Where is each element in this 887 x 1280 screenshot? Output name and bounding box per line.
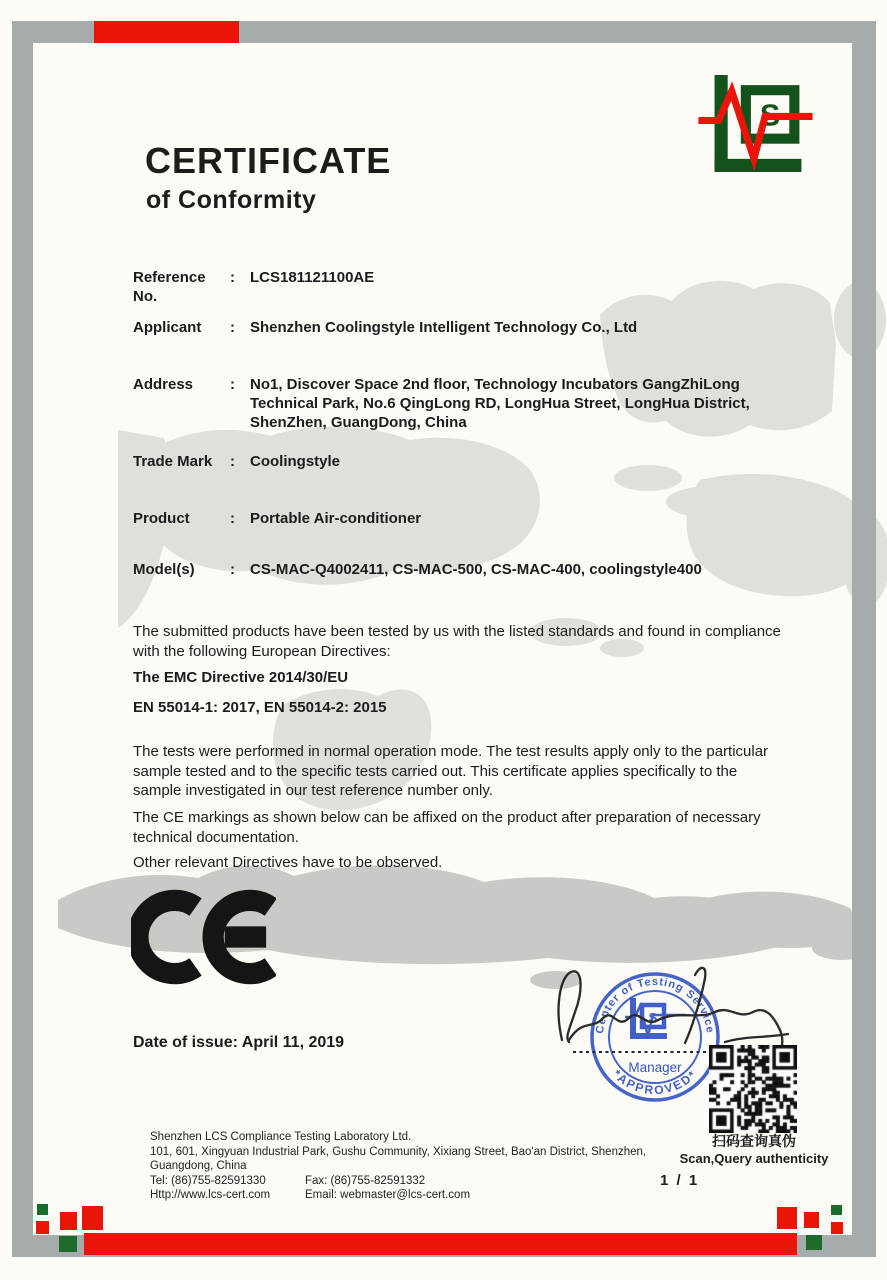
qr-code: [709, 1045, 797, 1133]
field-value: Portable Air-conditioner: [250, 510, 422, 527]
field-label: Model(s): [133, 561, 195, 578]
field-value: LCS181121100AE: [250, 269, 375, 286]
footer-tel: Tel: (86)755-82591330: [150, 1174, 266, 1187]
ornament-square: [37, 1204, 48, 1215]
field-colon: :: [230, 269, 235, 286]
stamp-logo: [625, 998, 685, 1039]
paragraph-other-note: Other relevant Directives have to be observed.: [133, 854, 443, 871]
ornament-square: [831, 1222, 843, 1234]
stamp-top-text: Center of Testing Service: [593, 975, 716, 1035]
stamp-role: Manager: [628, 1060, 682, 1075]
qr-caption-en: Scan,Query authenticity: [679, 1151, 829, 1166]
svg-text:S: S: [648, 1010, 658, 1025]
paragraph-tests-note: The tests were performed in normal operation mode. The test results apply only to the particular sample tested and to the specific tests carried out. This certificate applies specifically to the sample investigated in our test reference number only.: [133, 743, 769, 799]
field-row-product: [133, 509, 778, 528]
ornament-square: [804, 1212, 819, 1228]
field-colon: :: [230, 453, 235, 470]
field-value: CS-MAC-Q4002411, CS-MAC-500, CS-MAC-400, coolingstyle400: [250, 561, 702, 578]
logo-letter: S: [760, 99, 781, 133]
field-row-trademark: [133, 452, 778, 471]
date-of-issue: Date of issue: April 11, 2019: [133, 1034, 345, 1051]
paragraph-standards: EN 55014-1: 2017, EN 55014-2: 2015: [133, 699, 387, 716]
field-colon: :: [230, 319, 235, 336]
paragraph-intro: The submitted products have been tested by us with the listed standards and found in compliance with the following European Directives:: [133, 623, 781, 660]
ornament-square: [59, 1236, 77, 1252]
paragraph-ce-note: The CE markings as shown below can be affixed on the product after preparation of necessary technical documentation.: [133, 809, 761, 846]
footer-block: [150, 1130, 646, 1203]
footer-address-2: Guangdong, China: [150, 1160, 247, 1172]
field-row-address: [133, 375, 778, 432]
field-value: No1, Discover Space 2nd floor, Technology Incubators GangZhiLong Technical Park, No.6 QingLong RD, LongHua Street, LongHua District, ShenZhen, GuangDong, China: [250, 376, 750, 431]
field-label: Trade Mark: [133, 453, 213, 470]
ornament-square: [806, 1235, 822, 1250]
paragraph-directive: The EMC Directive 2014/30/EU: [133, 669, 349, 686]
certificate-subtitle: of Conformity: [146, 186, 317, 214]
lcs-logo: [698, 73, 820, 172]
field-label: Applicant: [133, 319, 202, 336]
ornament-square: [777, 1207, 797, 1229]
field-colon: :: [230, 561, 235, 578]
qr-caption: [668, 1133, 840, 1167]
field-colon: :: [230, 510, 235, 527]
page-number: 1 / 1: [660, 1172, 700, 1189]
field-value: Shenzhen Coolingstyle Intelligent Technology Co., Ltd: [250, 319, 638, 336]
ornament-square: [831, 1205, 842, 1215]
field-colon: :: [230, 376, 235, 393]
field-value: Coolingstyle: [250, 453, 341, 470]
footer-company: Shenzhen LCS Compliance Testing Laboratory Ltd.: [150, 1131, 412, 1143]
field-label: Reference No.: [133, 269, 206, 305]
ornament-square: [60, 1212, 77, 1230]
stamp-bottom-text: *APPROVED*: [609, 1066, 701, 1098]
ornament-square: [82, 1206, 103, 1230]
ce-mark: [131, 884, 276, 990]
ornament-square: [36, 1221, 49, 1234]
qr-caption-zh: 扫码查询真伪: [712, 1133, 796, 1149]
footer-fax: Fax: (86)755-82591332: [305, 1174, 426, 1187]
field-row-applicant: [133, 318, 778, 337]
footer-address-1: 101, 601, Xingyuan Industrial Park, Gushu Community, Xixiang Street, Bao'an District, Shenzhen,: [150, 1145, 647, 1158]
field-row-reference: [133, 268, 778, 306]
footer-email: Email: webmaster@lcs-cert.com: [305, 1189, 471, 1201]
field-label: Product: [133, 510, 190, 527]
certificate-title: CERTIFICATE: [145, 140, 392, 181]
footer-web: Http://www.lcs-cert.com: [150, 1189, 271, 1201]
field-label: Address: [133, 376, 194, 393]
field-row-models: [133, 560, 778, 579]
